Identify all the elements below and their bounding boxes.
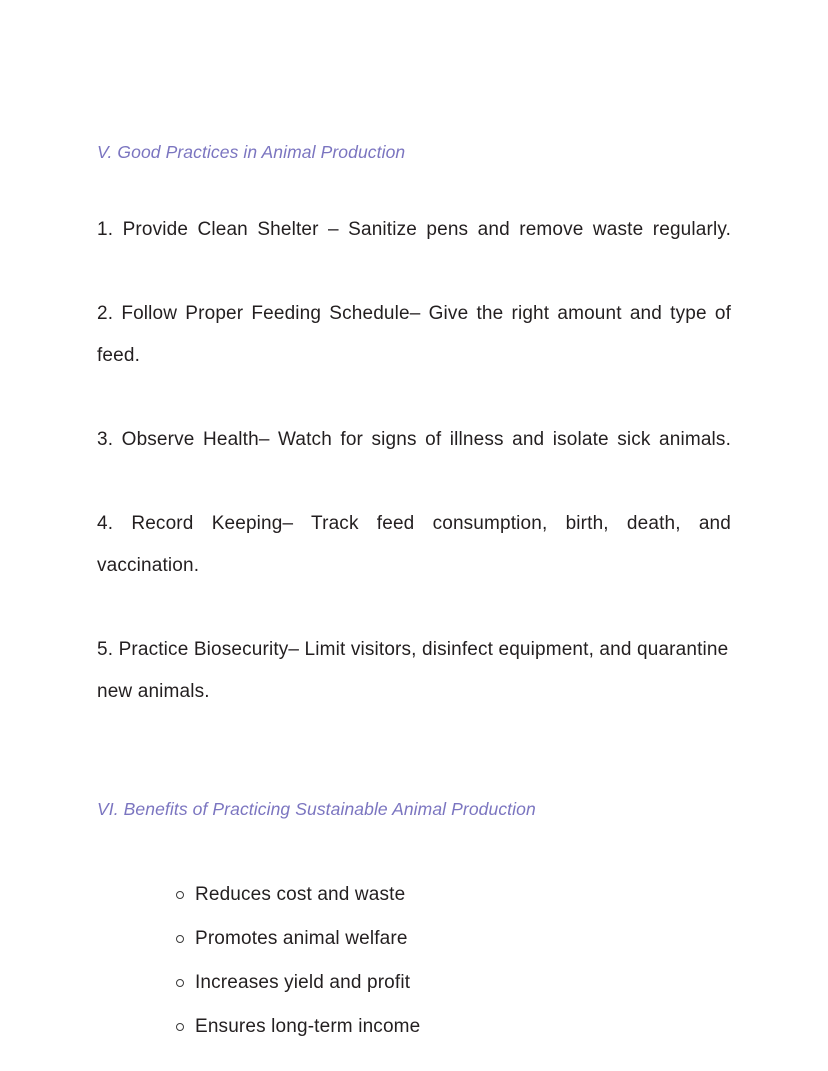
section-heading-good-practices: V. Good Practices in Animal Production (97, 142, 406, 162)
circle-bullet-icon (175, 1005, 184, 1049)
practice-item-4: 4. Record Keeping– Track feed consumption, birth, death, and vaccination. (97, 512, 731, 576)
spacer (97, 821, 731, 873)
list-item-label: Promotes animal welfare (195, 927, 408, 949)
list-item (97, 873, 731, 917)
list-item-label: Reduces cost and waste (195, 883, 406, 905)
list-item (97, 1005, 731, 1049)
practice-item-5: 5. Practice Biosecurity– Limit visitors, disinfect equipment, and quarantine new animals. (97, 638, 729, 702)
document-content (97, 0, 731, 1049)
circle-bullet-icon (175, 873, 184, 917)
benefits-list (97, 873, 731, 1049)
good-practices-list (97, 209, 731, 755)
list-item-label: Increases yield and profit (195, 971, 411, 993)
circle-bullet-icon (175, 961, 184, 1005)
circle-bullet-icon (175, 917, 184, 961)
list-item (97, 917, 731, 961)
practice-item-2: 2. Follow Proper Feeding Schedule– Give the right amount and type of feed. (97, 302, 731, 366)
list-item (97, 961, 731, 1005)
list-item-label: Ensures long-term income (195, 1015, 421, 1037)
spacer (97, 164, 731, 209)
section-heading-benefits: VI. Benefits of Practicing Sustainable Animal Production (97, 798, 536, 819)
practice-item-3: 3. Observe Health– Watch for signs of illness and isolate sick animals. (97, 428, 731, 450)
practice-item-1: 1. Provide Clean Shelter – Sanitize pens and remove waste regularly. (97, 218, 731, 240)
spacer (97, 755, 731, 798)
